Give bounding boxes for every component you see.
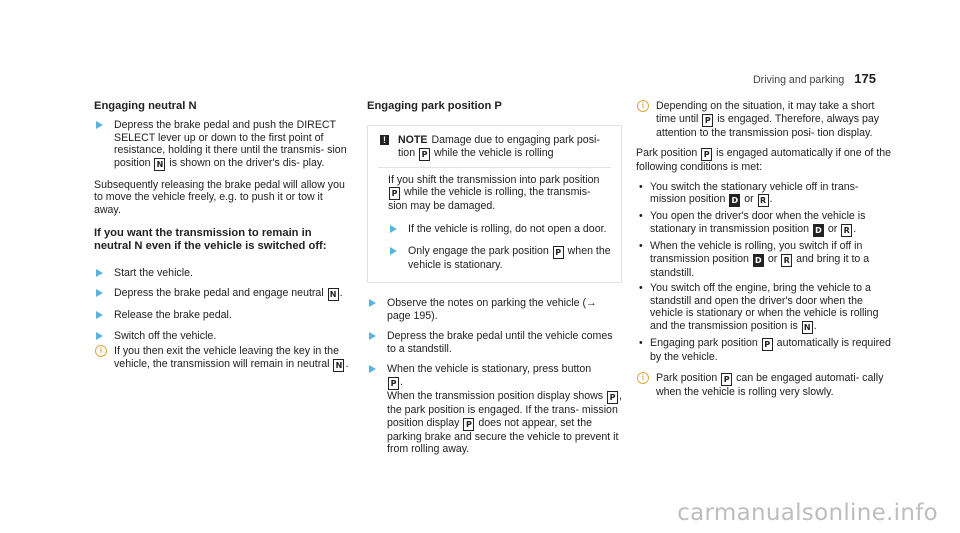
list-text: and bring it to a standstill. [650, 252, 870, 279]
note-paragraph [388, 174, 611, 213]
step-text: Depress the brake pedal and push the DIRECT SELECT lever up or down to the first point of resistance, holding it there until the transmis‐ sion position [114, 119, 347, 169]
heading-remain-neutral: If you want the transmission to remain in neutral N even if the vehicle is switched off: [94, 226, 327, 252]
key-p-icon: P [762, 338, 773, 351]
key-p-icon: P [553, 246, 564, 259]
list-text: . [769, 193, 773, 206]
list-item [636, 210, 892, 237]
key-p-icon: P [702, 114, 713, 127]
step-text: When the vehicle is stationary, press button [387, 363, 592, 376]
key-p-icon: P [388, 377, 399, 390]
paragraph-text: is engaged automatically if one of the following conditions is met: [636, 147, 892, 174]
key-p-icon: P [463, 418, 474, 431]
key-r-icon: R [758, 194, 769, 207]
key-p-icon: P [721, 373, 732, 386]
list-text: . [813, 319, 817, 332]
note-header [378, 134, 611, 168]
key-n-icon: N [802, 321, 813, 334]
step-text: . [339, 287, 343, 300]
note-body-text: If you shift the transmission into park position [388, 173, 600, 186]
list-text: or [764, 252, 781, 265]
key-n-icon: N [328, 288, 339, 301]
key-p-icon: P [389, 187, 400, 200]
list-text: . [853, 222, 857, 235]
column-left [94, 100, 350, 380]
list-item [636, 240, 892, 279]
step-text: , the park position is engaged. If the trans‐ mission position display [387, 389, 622, 429]
info-icon: i [637, 372, 649, 384]
paragraph-text: Park position [636, 147, 701, 160]
key-d-icon: D [753, 254, 764, 267]
step-engage-neutral [94, 287, 350, 301]
list-item [636, 282, 892, 334]
list-text: or [824, 222, 841, 235]
info-text: Park position [656, 371, 721, 384]
key-d-icon: D [729, 194, 740, 207]
watermark: carmanualsonline.info [677, 500, 938, 527]
list-text: When the vehicle is rolling, you switch if off in transmission position [650, 239, 863, 265]
column-right [636, 100, 892, 406]
key-d-icon: D [813, 224, 824, 237]
step-text: Only engage the park position [408, 245, 552, 258]
section-title: Driving and parking [753, 74, 845, 86]
step-text: Depress the brake pedal and engage neutral [114, 287, 327, 300]
info-text: can be engaged automati‐ cally when the vehicle is rolling very slowly. [656, 371, 884, 398]
step-text: when the vehicle is stationary. [408, 245, 611, 272]
step-start-vehicle: Start the vehicle. [94, 267, 350, 280]
step-switch-off: Switch off the vehicle. [94, 330, 350, 343]
note-body [378, 174, 611, 272]
note-text: Damage due to engaging park posi‐ tion [398, 134, 600, 159]
column-middle [367, 100, 622, 464]
list-text: You switch the stationary vehicle off in trans‐ mission position [650, 180, 859, 206]
note-step-door: If the vehicle is rolling, do not open a door. [388, 223, 611, 236]
paragraph-park-auto [636, 147, 892, 174]
list-text: You open the driver's door when the vehicle is stationary in transmission position [650, 210, 866, 235]
warning-icon: ! [380, 135, 389, 145]
key-r-icon: R [781, 254, 792, 267]
list-text: or [741, 193, 757, 206]
list-text: automatically is required by the vehicle. [650, 336, 891, 363]
list-item [636, 181, 892, 208]
note-title: NOTE [398, 134, 428, 146]
info-slow-rolling [636, 372, 892, 399]
paragraph-subsequently: Subsequently releasing the brake pedal will allow you to move the vehicle freely, e.g. to push it or tow it away. [94, 178, 345, 216]
list-item [636, 337, 892, 364]
heading-engaging-neutral: Engaging neutral N [94, 100, 197, 112]
page-header [753, 73, 876, 87]
note-step-stationary [388, 245, 611, 272]
key-p-icon: P [607, 391, 618, 404]
key-p-icon: P [701, 148, 712, 161]
info-exit-vehicle [94, 345, 350, 372]
info-icon: i [95, 345, 107, 357]
heading-engaging-park: Engaging park position P [367, 100, 502, 112]
info-depending [636, 100, 892, 139]
info-text: Depending on the situation, it may take a short time until [656, 100, 875, 125]
step-text: does not appear, set the parking brake and secure the vehicle to prevent it from rolling away. [387, 416, 619, 456]
page-number: 175 [854, 71, 876, 86]
key-r-icon: R [841, 224, 852, 237]
note-text: while the vehicle is rolling [431, 146, 554, 159]
key-n-icon: N [333, 359, 344, 372]
note-body-text: while the vehicle is rolling, the transmis‐ sion may be damaged. [388, 186, 591, 213]
info-icon: i [637, 100, 649, 112]
step-depress-push [94, 119, 350, 171]
key-n-icon: N [154, 158, 165, 171]
info-text: . [345, 357, 349, 370]
info-text: is engaged. Therefore, always pay attention to the transmission posi‐ tion display. [656, 112, 880, 139]
step-release-brake: Release the brake pedal. [94, 309, 350, 322]
key-p-icon: P [419, 148, 430, 161]
list-text: You switch off the engine, bring the vehicle to a standstill and open the driver's door when the vehicle is stationary or when the vehicle is rolling and the transmission position is [650, 282, 879, 332]
note-box [367, 125, 622, 283]
step-depress-standstill: Depress the brake pedal until the vehicle comes to a standstill. [367, 330, 622, 355]
info-text: If you then exit the vehicle leaving the key in the vehicle, the transmission will remain in neutral [114, 345, 339, 370]
list-text: Engaging park position [650, 336, 761, 349]
step-text: When the transmission position display shows [387, 389, 607, 402]
step-text: is shown on the driver's dis‐ play. [166, 156, 325, 169]
step-observe-notes: Observe the notes on parking the vehicle (→ page 195). [367, 297, 622, 322]
step-press-button: When the vehicle is stationary, press button P . When the transmission position display shows P , the park position is engaged. If the trans‐ mission position display P does not appear, set the parking brake and secure the vehicle to prevent it from rolling away. [367, 363, 622, 455]
